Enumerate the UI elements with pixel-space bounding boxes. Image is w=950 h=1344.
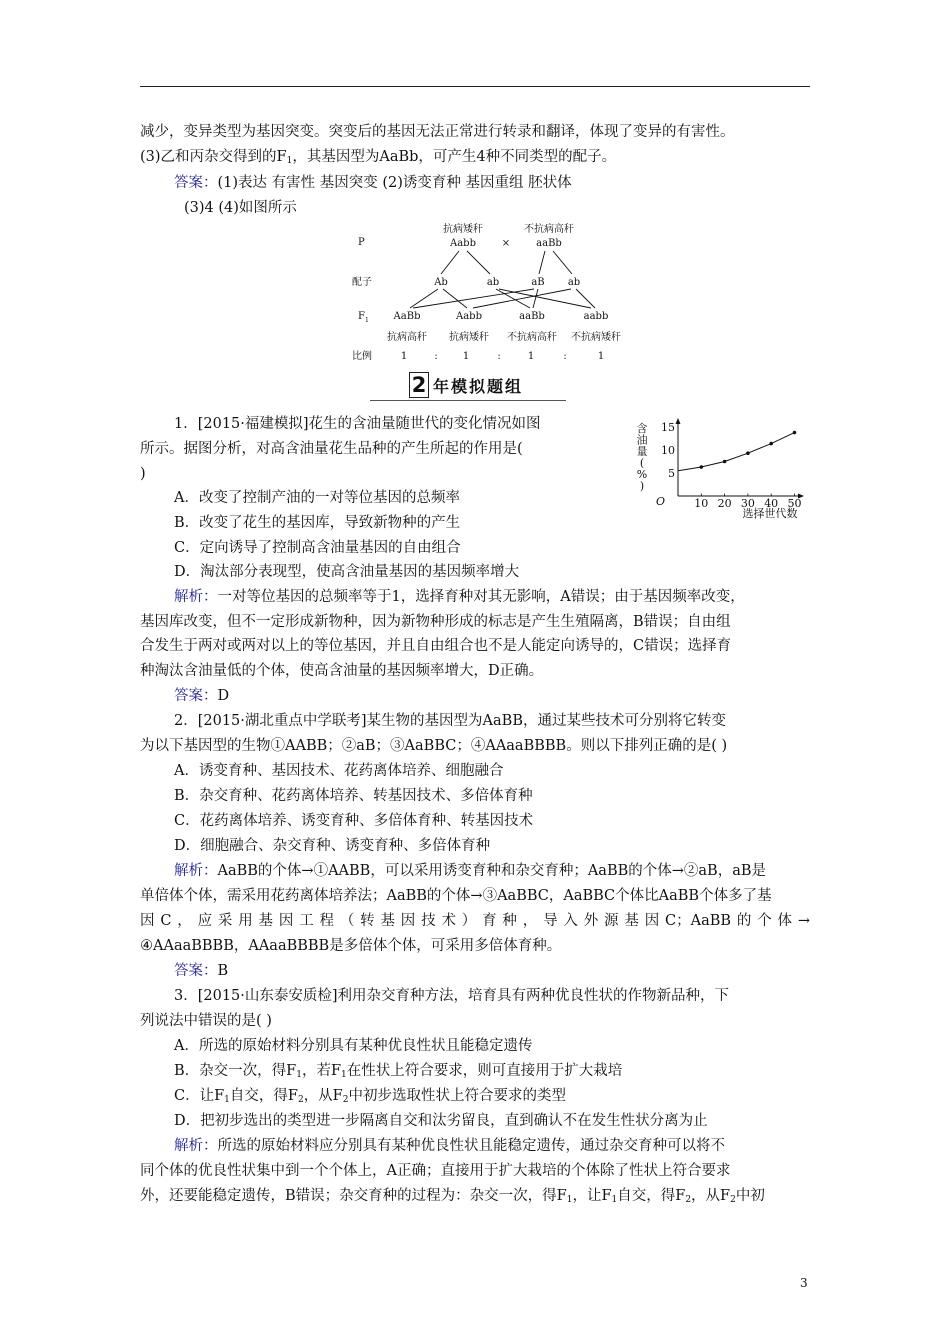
y-axis-label-char: 油 — [636, 433, 648, 447]
q3-option-b: B．杂交一次，得$F_1$，若$F_1$在性状上符合要求，则可直接用于扩大栽培 — [174, 1063, 623, 1080]
q1-stem-line-2: 所示。据图分析，对高含油量花生品种的产生所起的作用是( — [140, 441, 523, 457]
gamete-2: ab — [486, 277, 500, 288]
q3-analysis-line-2: 同个体的优良性状集中到一个个体上，A正确；直接用于扩大栽培的个体除了性状上符合要求 — [140, 1163, 731, 1179]
y-axis-label-char: % — [636, 468, 648, 481]
p1-to-ab2-line — [467, 251, 490, 274]
q3-option-c: C．让$F_1$自交，得$F_2$，从$F_2$中初步选取性状上符合要求的类型 — [174, 1088, 566, 1105]
q1-answer: 答案：D — [174, 688, 230, 704]
ratio-sep-1: : — [434, 351, 438, 362]
ratio-3: 1 — [527, 351, 535, 362]
f1-genotype-1: AaBb — [393, 311, 421, 322]
q1-analysis-line-1: 解析：一对等位基因的总频率等于1，选择育种对其无影响，A错误；由于基因频率改变， — [174, 589, 745, 605]
q2-analysis-line-2: 单倍体个体，需采用花药离体培养法；AaBB的个体→③AaBBC，AaBBC个体比AaBB个体多了基 — [140, 888, 772, 904]
section-underline — [370, 400, 566, 401]
q1-analysis-line-2: 基因库改变，但不一定形成新物种，因为新物种形成的标志是产生生殖隔离，B错误；自由组 — [140, 614, 731, 630]
section-banner — [409, 372, 523, 398]
y-axis-arrow — [676, 418, 681, 424]
q1-analysis-line-4: 种淘汰含油量低的个体，使高含油量的基因频率增大，D正确。 — [140, 663, 544, 679]
header-rule — [140, 86, 810, 87]
f1-phenotype-4: 不抗病矮秆 — [571, 332, 621, 343]
x-tick-label: 20 — [717, 497, 732, 510]
ratio-sep-2: : — [497, 351, 501, 362]
y-axis-label-char: ( — [639, 456, 645, 470]
row-label-f1: $F_1$ — [358, 311, 369, 324]
data-point — [746, 451, 750, 455]
q3-analysis-line-1: 解析：所选的原始材料应分别具有某种优良性状且能稳定遗传，通过杂交育种可以将不 — [174, 1138, 725, 1154]
q2-answer: 答案：B — [174, 963, 229, 979]
f1-genotype-3: aaBb — [519, 311, 545, 322]
p1-to-ab1-line — [441, 251, 459, 274]
y-tick-label: 5 — [668, 467, 675, 480]
f1-genotype-2: Aabb — [456, 311, 482, 322]
intro-line-2: (3)乙和丙杂交得到的$F_1$，其基因型为AaBb，可产生4种不同类型的配子。 — [140, 149, 617, 166]
ratio-4: 1 — [597, 351, 605, 362]
f1-phenotype-2: 抗病矮秆 — [449, 332, 489, 343]
p2-to-ab-line — [539, 251, 545, 274]
data-point — [723, 460, 727, 464]
data-point — [793, 431, 797, 435]
q3-option-a: A．所选的原始材料分别具有某种优良性状且能稳定遗传 — [174, 1038, 533, 1054]
g3-f1-line — [413, 289, 534, 308]
q1-stem-line-1: 1．[2015·福建模拟]花生的含油量随世代的变化情况如图 — [174, 416, 541, 432]
p2-to-ab4-line — [553, 251, 572, 274]
cross-sign: × — [501, 238, 511, 249]
q2-analysis-line-3: 因C，应采用基因工程（转基因技术）育种，导入外源基因C；AaBB的个体→ — [140, 913, 810, 929]
ratio-2: 1 — [462, 351, 470, 362]
answer-line-2: (3)4 (4)如图所示 — [184, 200, 297, 216]
gamete-3: aB — [531, 277, 545, 288]
f1-phenotype-3: 不抗病高秆 — [507, 332, 557, 343]
gamete-1: Ab — [434, 277, 448, 288]
g4-f2-line — [473, 289, 571, 308]
q1-option-c: C．定向诱导了控制高含油量基因的自由组合 — [174, 540, 461, 556]
row-label-ratio: 比例 — [352, 351, 372, 362]
data-point — [700, 465, 704, 469]
q2-option-c: C．花药离体培养、诱变育种、多倍体育种、转基因技术 — [174, 813, 534, 829]
y-tick-label: 15 — [661, 421, 675, 434]
page-number: 3 — [800, 1276, 808, 1290]
q1-analysis-line-3: 合发生于两对或两对以上的等位基因，并且自由组合也不是人能定向诱导的，C错误；选择育 — [140, 638, 732, 654]
q3-stem-line-1: 3．[2015·山东泰安质检]利用杂交育种方法，培育具有两种优良性状的作物新品种，下 — [174, 988, 730, 1004]
q1-option-a: A．改变了控制产油的一对等位基因的总频率 — [174, 490, 460, 506]
q3-option-d: D．把初步选出的类型进一步隔离自交和汰劣留良，直到确认不在发生性状分离为止 — [174, 1113, 708, 1129]
q1-option-b: B．改变了花生的基因库，导致新物种的产生 — [174, 515, 461, 531]
g1-f2-line — [443, 289, 467, 308]
parent1-phenotype: 抗病矮秆 — [443, 224, 483, 235]
q2-option-a: A．诱变育种、基因技术、花药离体培养、细胞融合 — [174, 763, 504, 779]
data-point — [769, 442, 773, 446]
y-axis-label-char: 含 — [636, 422, 648, 435]
section-title: 年模拟题组 — [433, 376, 524, 396]
oil-content-chart — [628, 418, 810, 520]
y-axis-label-char: ) — [639, 479, 645, 493]
y-axis-label-char: 量 — [636, 445, 648, 458]
ratio-1: 1 — [400, 351, 408, 362]
row-label-gamete: 配子 — [352, 277, 372, 288]
x-axis-label: 选择世代数 — [742, 507, 798, 520]
y-tick-label: 10 — [661, 444, 675, 457]
q2-stem-line-2: 为以下基因型的生物①AABB；②aB；③AaBBC；④AAaaBBBB。则以下排列正确的是( ) — [140, 738, 728, 754]
cross-diagram — [340, 218, 640, 366]
g3-f3-line — [533, 289, 538, 308]
answer-label: 答案： — [174, 175, 218, 191]
f1-phenotype-1: 抗病高秆 — [387, 332, 427, 343]
parent2-genotype: aaBb — [536, 238, 562, 249]
origin-label: O — [656, 495, 666, 508]
q1-stem-line-3: ) — [140, 466, 146, 482]
ratio-sep-3: : — [563, 351, 567, 362]
q2-stem-line-1: 2．[2015·湖北重点中学联考]某生物的基因型为AaBB，通过某些技术可分别将它转变 — [174, 713, 726, 729]
x-tick-label: 30 — [740, 497, 755, 510]
q1-analysis-label: 解析： — [174, 589, 218, 605]
x-tick-label: 40 — [764, 497, 779, 510]
q2-analysis-line-4: ④AAaaBBBB，AAaaBBBB是多倍体个体，可采用多倍体育种。 — [140, 938, 562, 954]
parent2-phenotype: 不抗病高秆 — [524, 224, 574, 235]
q2-analysis-line-1: 解析：AaBB的个体→①AABB，可以采用诱变育种和杂交育种；AaBB的个体→②aB，aB是 — [174, 863, 767, 879]
q2-option-d: D．细胞融合、杂交育种、诱变育种、多倍体育种 — [174, 838, 491, 854]
answer-block: 答案：(1)表达 有害性 基因突变 (2)诱变育种 基因重组 胚状体 — [174, 175, 572, 191]
q3-stem-line-2: 列说法中错误的是( ) — [140, 1013, 272, 1029]
q2-option-b: B．杂交育种、花药离体培养、转基因技术、多倍体育种 — [174, 788, 533, 804]
q3-analysis-line-3: 外，还要能稳定遗传，B错误；杂交育种的过程为：杂交一次，得$F_1$，让$F_1$自交，得$F_2$，从$F_2$中初 — [140, 1188, 765, 1205]
gamete-4: ab — [567, 277, 581, 288]
f1-genotype-4: aabb — [583, 311, 609, 322]
parent1-genotype: Aabb — [450, 238, 476, 249]
x-tick-label: 10 — [694, 497, 709, 510]
series-line — [678, 433, 795, 471]
intro-line-1: 减少，变异类型为基因突变。突变后的基因无法正常进行转录和翻译，体现了变异的有害性。 — [140, 124, 735, 140]
q1-option-d: D．淘汰部分表现型，使高含油量基因的基因频率增大 — [174, 564, 520, 580]
section-number: 2 — [409, 372, 429, 398]
row-label-p: P — [358, 237, 365, 248]
x-tick-label: 50 — [787, 497, 802, 510]
